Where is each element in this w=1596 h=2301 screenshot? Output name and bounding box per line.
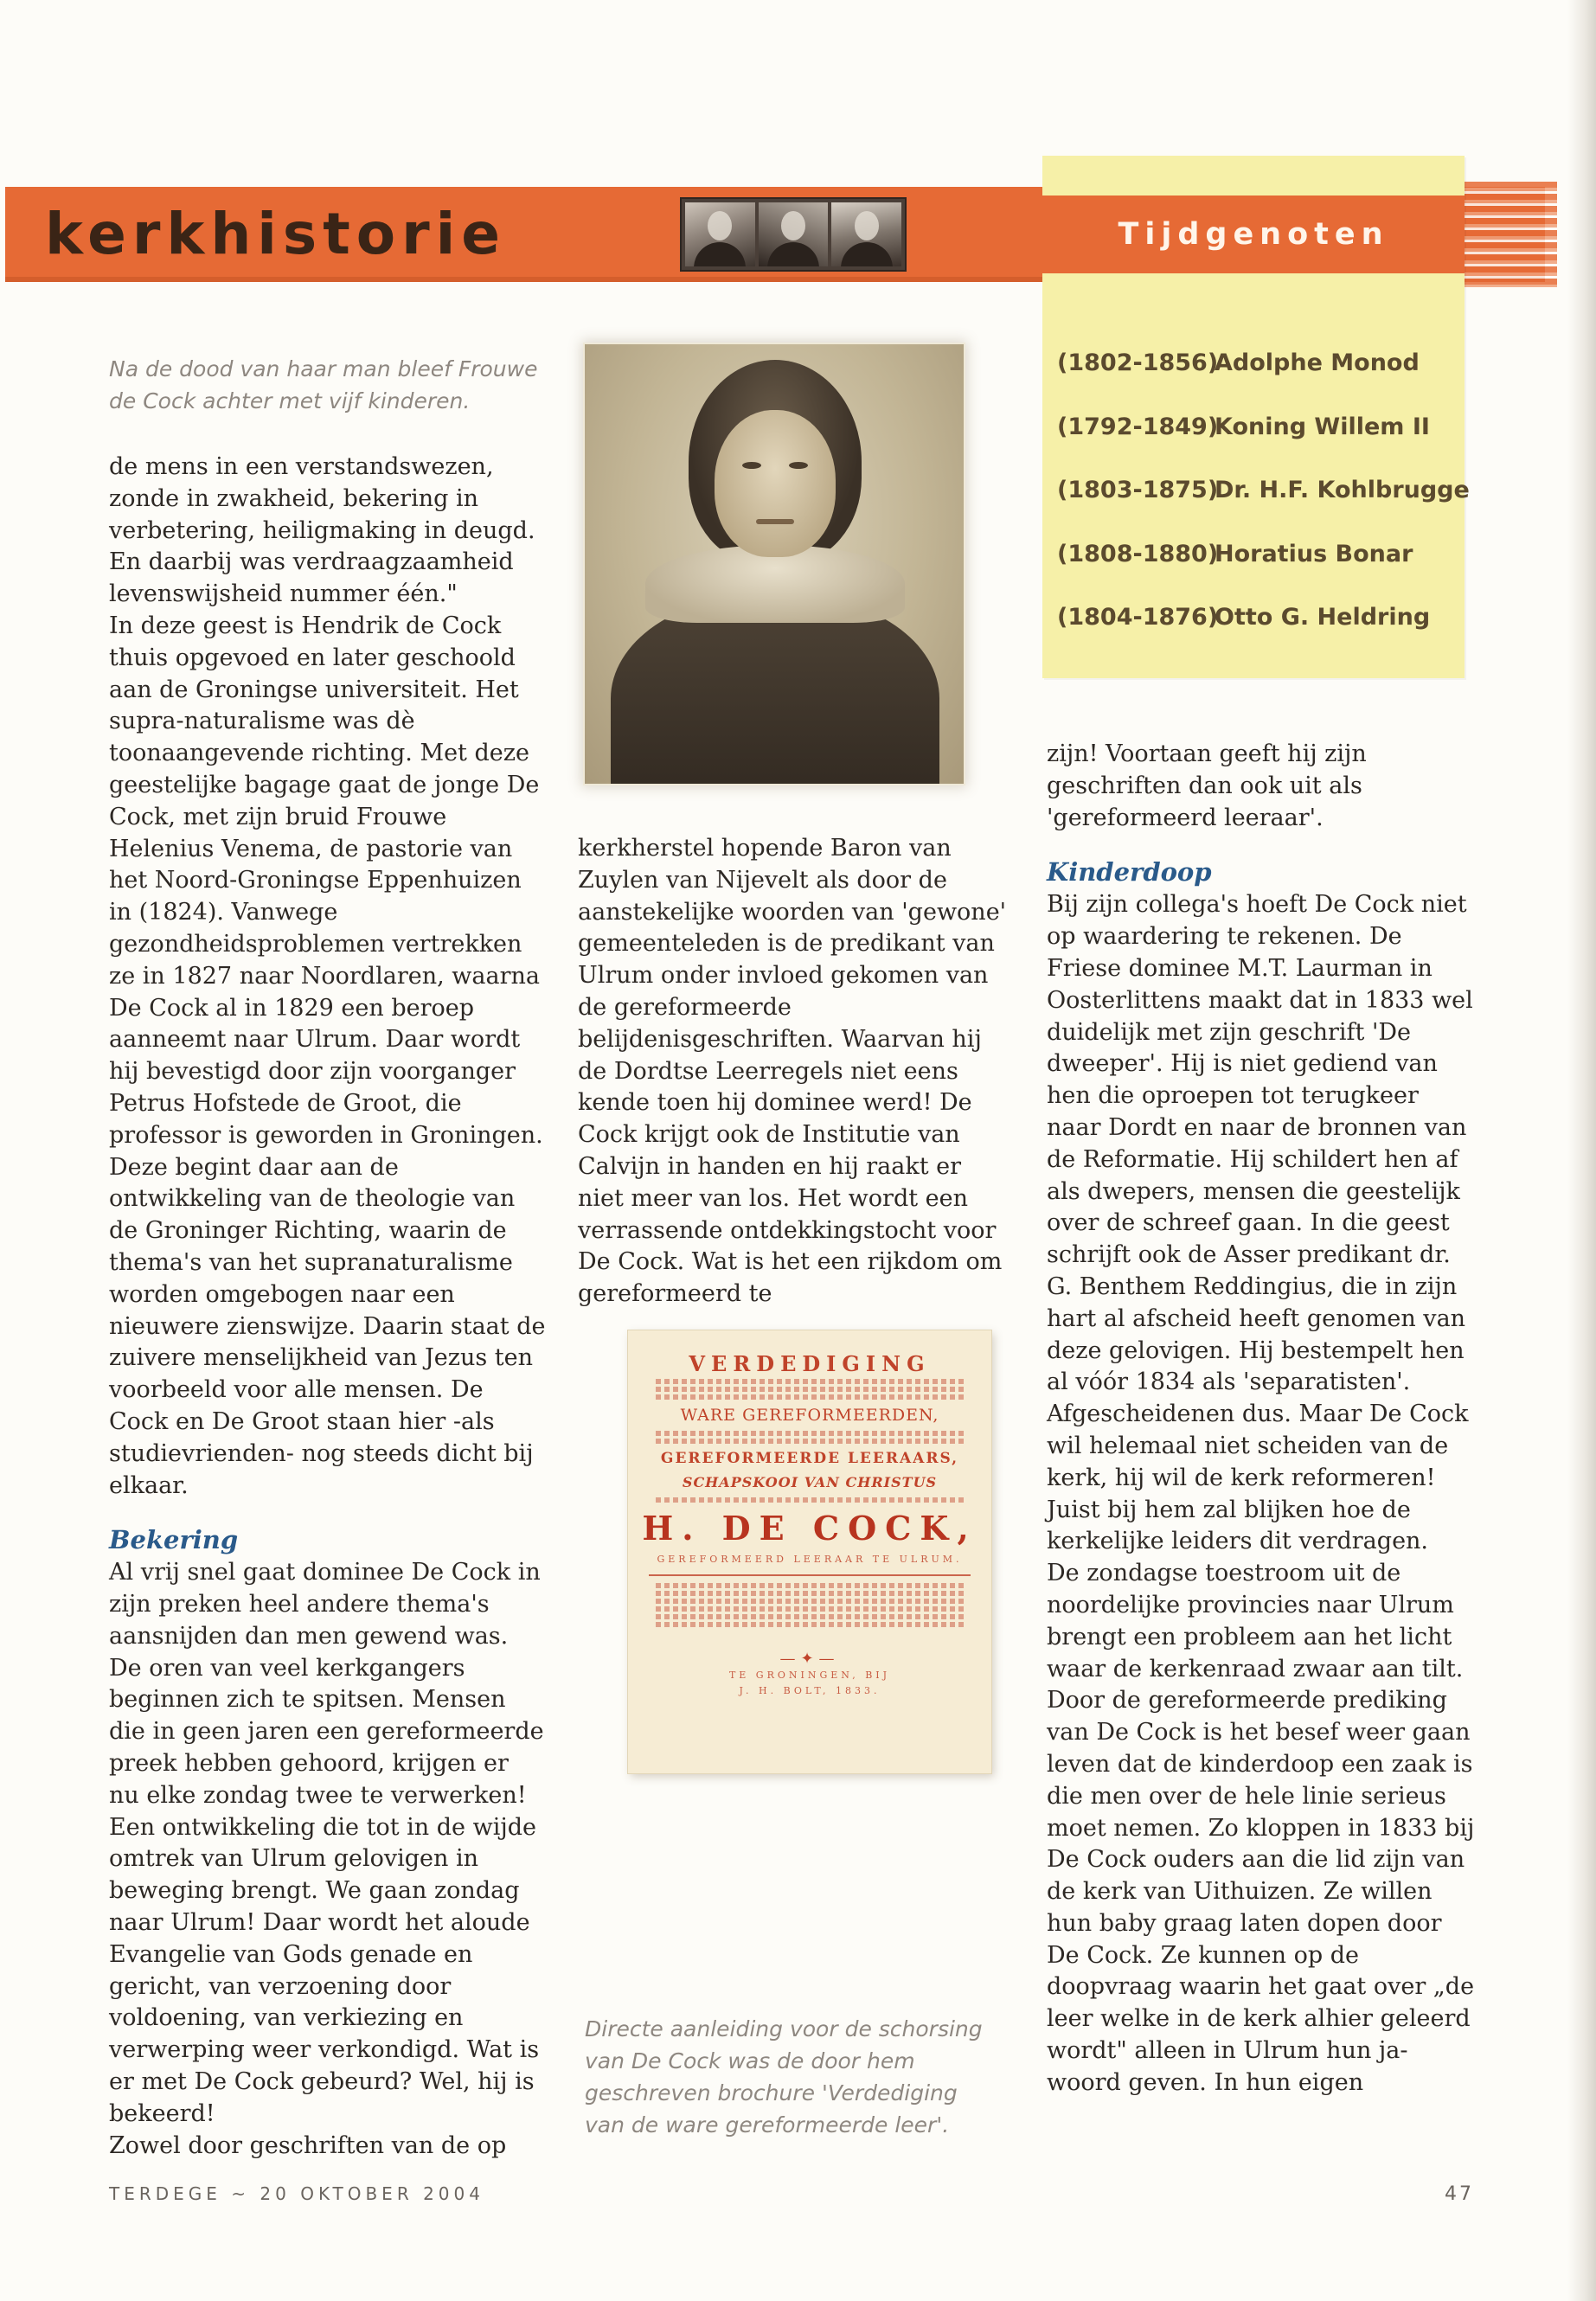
tijdgenoot-item (1057, 604, 1470, 668)
paragraph: Bij zijn collega's hoeft De Cock niet op waardering te rekenen. De Friese dominee M.T. Laurman in Oosterlittens maakt dat in 1833 wel duidelijk met zijn geschrift 'De dweeper'. Hij is niet gediend van hen die oproepen tot terugkeer naar Dordt en naar de bronnen van de Reformatie. Hij schildert hen af als dwepers, mensen die geestelijk over de schreef gaan. In die geest schrijft ook de Asser predikant dr. G. Benthem Reddingius, die in zijn hart al afscheid heeft genomen van deze gelovigen. Hij bestempelt hen al vóór 1834 als 'separatisten'. Afgescheidenen dus. Maar De Cock wil helemaal niet scheiden van de kerk, hij wil de kerk reformeren! Juist bij hem zal blijken hoe de kerkelijke leiders dit verdragen. (1047, 891, 1473, 1555)
paragraph: Zowel door geschriften van de op (109, 2131, 507, 2159)
tijdgenoot-years: (1803-1875) (1057, 477, 1219, 503)
paragraph: kerkherstel hopende Baron van Zuylen van Nijevelt als door de aanstekelijke woorden van 'gewone' gemeenteleden is de predikant van Ulrum onder invloed gekomen van de gereformeerde belijdenisgeschriften. Waarvan hij de Dordtse Leerregels niet eens kende toen hij dominee werd! De Cock krijgt ook de Institutie van Calvijn in handen en hij raakt er niet meer van los. Het wordt een verrassende ontdekkingstocht voor De Cock. Wat is het een rijkdom om gereformeerd te (578, 835, 1007, 1308)
footer-publication: TERDEGE ~ 20 OKTOBER 2004 (109, 2183, 484, 2204)
section-title: kerkhistorie (45, 201, 507, 267)
paragraph: de mens in een verstandswezen, zonde in zwakheid, bekering in verbetering, heiligmaking in deugd. En daarbij was verdraagzaamheid levenswijsheid nummer één." (109, 453, 535, 608)
portrait-thumbnail (759, 202, 829, 266)
portrait-thumbnail (685, 202, 755, 266)
paragraph: Al vrij snel gaat dominee De Cock in zijn preken heel andere thema's aansnijden dan men gewend was. De oren van veel kerkgangers beginnen zich te spitsen. Mensen die in geen jaren een gereformeerde preek hebben gehoord, krijgen er nu elke zondag twee te verwerken! Een ontwikkeling die tot in de wijde omtrek van Ulrum gelovigen in beweging brengt. We gaan zondag naar Ulrum! Daar wordt het aloude Evangelie van Gods genade en gericht, van verzoening door voldoening, van verkiezing en verwerping weer verkondigd. Wat is er met De Cock gebeurd? Wel, hij is bekeerd! (109, 1559, 544, 2127)
tijdgenoot-name: Horatius Bonar (1215, 540, 1413, 567)
brochure-image (628, 1330, 991, 1773)
brochure-imprint: TE GRONINGEN, BIJ (728, 1670, 891, 1681)
brochure-ornament: —✦— (779, 1650, 840, 1668)
brochure-title: VERDEDIGING (689, 1351, 931, 1376)
portrait-frouwe-de-cock (585, 344, 964, 784)
page-number: 47 (1445, 2183, 1474, 2205)
tijdgenoot-item (1057, 413, 1470, 478)
article-column-1 (109, 452, 546, 2162)
brochure-author: H. DE COCK, (642, 1509, 977, 1548)
tijdgenoot-name: Adolphe Monod (1215, 349, 1420, 376)
article-column-2 (578, 833, 1010, 1311)
tijdgenoot-years: (1804-1876) (1057, 604, 1219, 631)
tijdgenoot-name: Koning Willem II (1215, 413, 1430, 440)
tijdgenoot-years: (1808-1880) (1057, 540, 1219, 567)
intro-caption: Na de dood van haar man bleef Frouwe de Cock achter met vijf kinderen. (109, 356, 538, 413)
subheading-bekering: Bekering (109, 1525, 239, 1555)
tijdgenoot-name: Dr. H.F. Kohlbrugge (1215, 477, 1470, 503)
tijdgenoot-years: (1792-1849) (1057, 413, 1219, 440)
tijdgenoot-item (1057, 349, 1470, 413)
tijdgenoot-item (1057, 541, 1470, 605)
brochure-caption: Directe aanleiding voor de schorsing van De Cock was de door hem geschreven brochure 'Verdediging van de ware gereformeerde leer'. (585, 2016, 983, 2138)
paragraph: De zondagse toestroom uit de noordelijke provincies naar Ulrum brengt een probleem aan het licht waar de kerkenraad zwaar aan tilt. Door de gereformeerde prediking van De Cock is het besef weer gaan leven dat de kinderdoop een zaak is die men over de hele linie serieus moet nemen. Zo kloppen in 1833 bij De Cock ouders aan die lid zijn van de kerk van Uithuizen. Ze willen hun baby graag laten dopen door De Cock. Ze kunnen op de doopvraag waarin het gaat over „de leer welke in de kerk alhier geleerd wordt" alleen in Ulrum hun ja-woord geven. In hun eigen (1047, 1560, 1475, 2096)
page-edge-shadow (1567, 0, 1596, 2301)
subheading-kinderdoop: Kinderdoop (1047, 857, 1212, 888)
portrait-thumbnail (831, 202, 901, 266)
header-photo-strip (680, 197, 907, 272)
brochure-printer: J. H. BOLT, 1833. (739, 1685, 881, 1696)
brochure-line: GEREFORMEERDE LEERAARS, (660, 1450, 959, 1467)
tijdgenoot-years: (1802-1856) (1057, 349, 1219, 376)
brochure-line: SCHAPSKOOI VAN CHRISTUS (682, 1474, 938, 1490)
paragraph: In deze geest is Hendrik de Cock thuis opgevoed en later geschoold aan de Groningse universiteit. Het supra-naturalisme was dè toonaangevende richting. Met deze geestelijke bagage gaat de jonge De Cock, met zijn bruid Frouwe Helenius Venema, de pastorie van het Noord-Groningse Eppenhuizen in (1824). Vanwege gezondheidsproblemen vertrekken ze in 1827 naar Noordlaren, waarna De Cock al in 1829 een beroep aanneemt naar Ulrum. Daar wordt hij bevestigd door zijn voorganger Petrus Hofstede de Groot, die professor is geworden in Groningen. Deze begint daar aan de ontwikkeling van de theologie van de Groninger Richting, waarin de thema's van het supranaturalisme worden omgebogen naar een nieuwere zienswijze. Daarin staat de zuivere menselijkheid van Jezus ten voorbeeld voor alle mensen. De Cock en De Groot staan hier -als studievrienden- nog steeds dicht bij elkaar. (109, 612, 546, 1499)
article-column-3 (1047, 739, 1479, 2099)
brochure-author-sub: GEREFORMEERD LEERAAR TE ULRUM. (657, 1554, 963, 1565)
tijdgenoot-item (1057, 477, 1470, 541)
paragraph: zijn! Voortaan geeft hij zijn geschriften dan ook uit als 'gereformeerd leeraar'. (1047, 740, 1367, 831)
tijdgenoot-name: Otto G. Heldring (1215, 604, 1431, 631)
brochure-line: WARE GEREFORMEERDEN, (680, 1406, 939, 1425)
tijdgenoten-title: Tijdgenoten (1042, 195, 1465, 273)
tijdgenoten-list (1057, 349, 1470, 668)
